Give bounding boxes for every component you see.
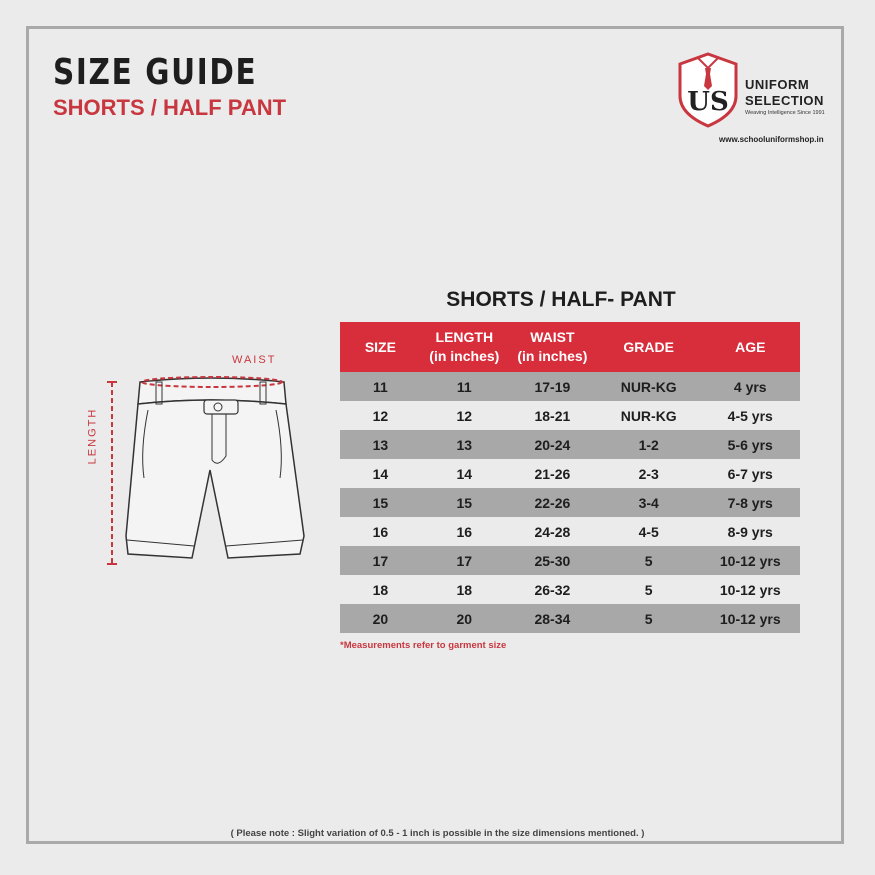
page-subtitle: SHORTS / HALF PANT [53, 95, 287, 120]
cell-length: 11 [421, 372, 508, 401]
cell-size: 17 [340, 546, 421, 575]
cell-size: 11 [340, 372, 421, 401]
cell-waist: 24-28 [508, 517, 597, 546]
cell-length: 18 [421, 575, 508, 604]
table-row [340, 401, 800, 430]
cell-waist: 26-32 [508, 575, 597, 604]
shield-logo-icon [676, 52, 740, 128]
header-size: SIZE [340, 322, 421, 372]
cell-age: 10-12 yrs [701, 546, 801, 575]
header-length: LENGTH (in inches) [421, 322, 508, 372]
cell-grade: 3-4 [597, 488, 701, 517]
header-age: AGE [701, 322, 801, 372]
table-row [340, 604, 800, 633]
cell-length: 15 [421, 488, 508, 517]
cell-age: 8-9 yrs [701, 517, 801, 546]
measurement-note: *Measurements refer to garment size [340, 640, 507, 651]
waist-label: WAIST [232, 354, 277, 366]
cell-length: 13 [421, 430, 508, 459]
cell-waist: 21-26 [508, 459, 597, 488]
brand-logo [676, 52, 846, 152]
cell-age: 10-12 yrs [701, 604, 801, 633]
cell-size: 13 [340, 430, 421, 459]
cell-grade: 1-2 [597, 430, 701, 459]
table-header-row [340, 322, 800, 372]
table-row [340, 459, 800, 488]
cell-grade: NUR-KG [597, 401, 701, 430]
header-waist: WAIST (in inches) [508, 322, 597, 372]
cell-size: 14 [340, 459, 421, 488]
cell-length: 12 [421, 401, 508, 430]
cell-length: 17 [421, 546, 508, 575]
cell-grade: NUR-KG [597, 372, 701, 401]
table-row [340, 517, 800, 546]
svg-text:US: US [687, 87, 729, 117]
cell-age: 5-6 yrs [701, 430, 801, 459]
cell-grade: 5 [597, 604, 701, 633]
table-title: SHORTS / HALF- PANT [446, 288, 676, 311]
cell-age: 10-12 yrs [701, 575, 801, 604]
brand-name-line2: SELECTION [745, 93, 824, 108]
cell-length: 16 [421, 517, 508, 546]
cell-waist: 18-21 [508, 401, 597, 430]
cell-waist: 25-30 [508, 546, 597, 575]
cell-age: 4 yrs [701, 372, 801, 401]
header-grade: GRADE [597, 322, 701, 372]
shorts-diagram-icon [100, 360, 320, 575]
cell-size: 12 [340, 401, 421, 430]
cell-age: 6-7 yrs [701, 459, 801, 488]
cell-age: 4-5 yrs [701, 401, 801, 430]
cell-waist: 22-26 [508, 488, 597, 517]
table-row [340, 372, 800, 401]
cell-waist: 28-34 [508, 604, 597, 633]
cell-grade: 2-3 [597, 459, 701, 488]
table-row [340, 430, 800, 459]
brand-website: www.schooluniformshop.in [719, 135, 824, 144]
page-title: SIZE GUIDE [53, 52, 258, 93]
footer-disclaimer: ( Please note : Slight variation of 0.5 - 1 inch is possible in the size dimensions mentioned. ) [230, 828, 645, 839]
cell-size: 18 [340, 575, 421, 604]
brand-tagline: Weaving Intelligence Since 1991 [745, 110, 825, 116]
cell-length: 20 [421, 604, 508, 633]
size-chart-table [340, 322, 800, 633]
brand-name-line1: UNIFORM [745, 77, 810, 92]
table-row [340, 546, 800, 575]
cell-size: 20 [340, 604, 421, 633]
cell-waist: 20-24 [508, 430, 597, 459]
cell-size: 15 [340, 488, 421, 517]
table-row [340, 488, 800, 517]
cell-age: 7-8 yrs [701, 488, 801, 517]
cell-grade: 5 [597, 575, 701, 604]
cell-length: 14 [421, 459, 508, 488]
cell-waist: 17-19 [508, 372, 597, 401]
table-row [340, 575, 800, 604]
cell-grade: 4-5 [597, 517, 701, 546]
cell-grade: 5 [597, 546, 701, 575]
length-label: LENGTH [86, 407, 99, 465]
cell-size: 16 [340, 517, 421, 546]
